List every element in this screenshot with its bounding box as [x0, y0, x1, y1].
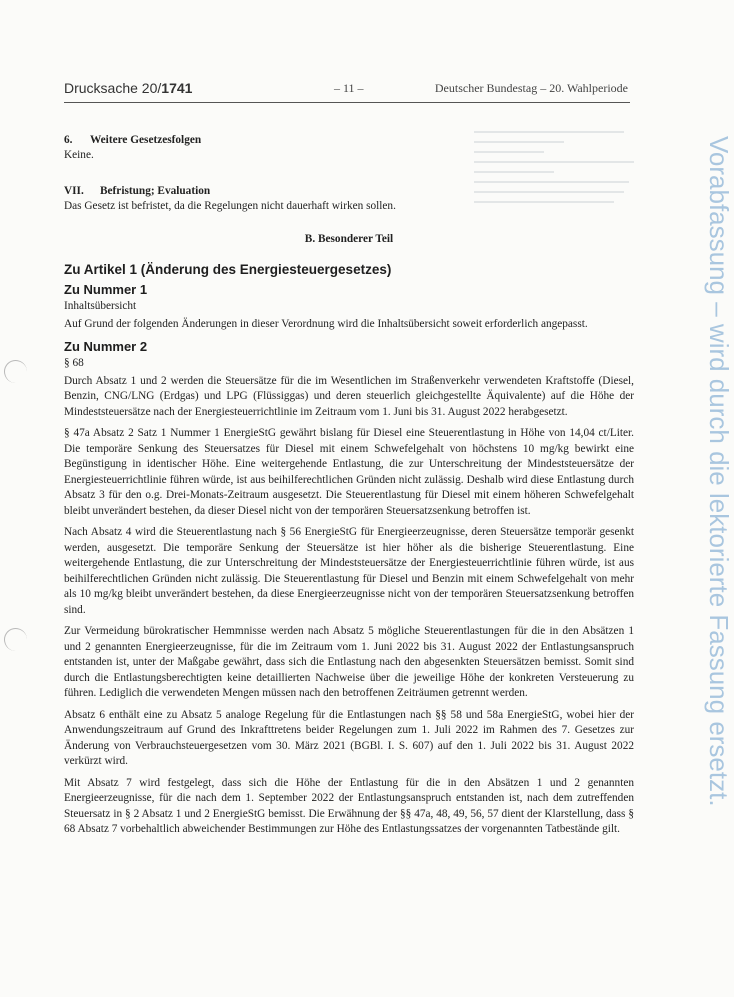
nummer-2-heading: Zu Nummer 2: [64, 339, 148, 354]
punch-hole-mark: [4, 360, 27, 383]
parliament-period: Deutscher Bundestag – 20. Wahlperiode: [434, 81, 628, 95]
section-7-title: Befristung; Evaluation: [100, 184, 211, 197]
paragraph: Durch Absatz 1 und 2 werden die Steuersätze für die im Wesentlichen im Straßenverkehr verwendeten Kraftstoffe (Diesel, Benzin, CNG/LNG (Erdgas) und LPG (Flüssiggas) und deren steuerlich gleichgestellte Äquivalente) auf die Höhe der Mindeststeuersätze nach der Energiesteuerrichtlinie im Zeitraum vom 1. Juni bis 31. August 2022 herabgesetzt.: [64, 374, 634, 418]
document-label: Drucksache 20/: [64, 80, 162, 96]
section-7-number: VII.: [64, 184, 84, 197]
nummer-1-subheading: Inhaltsübersicht: [64, 300, 137, 312]
section-6-title: Weitere Gesetzesfolgen: [90, 134, 202, 146]
section-7-heading: [64, 185, 634, 197]
nummer-1-text: Auf Grund der folgenden Änderungen in dieser Verordnung wird die Inhaltsübersicht soweit erforderlich angepasst.: [64, 317, 588, 330]
paragraph: Mit Absatz 7 wird festgelegt, dass sich die Höhe der Entlastung für die in den Absätzen 1 und 2 genannten Energieerzeugnisse, für die nach dem 1. September 2022 der Entlastungsanspruch entstanden ist, nach dem zutreffenden Steuersatz in § 2 Absatz 1 und 2 EnergieStG bemisst. Die Erwähnung der §§ 47a, 48, 49, 56, 57 dient der Klarstellung, dass § 68 Absatz 7 vorbehaltlich abweichender Bestimmungen zur Höhe des Entlastungssatzes der vorgenannten Tatbestände gilt.: [64, 776, 634, 835]
section-6-text: Keine.: [64, 149, 94, 161]
draft-watermark: Vorabfassung – wird durch die lektorierte Fassung ersetzt.: [704, 136, 734, 807]
artikel-1-heading: Zu Artikel 1 (Änderung des Energiesteuergesetzes): [64, 262, 392, 277]
punch-hole-mark: [4, 628, 27, 651]
besonderer-teil-heading: B. Besonderer Teil: [304, 233, 394, 245]
page-header: [64, 80, 630, 103]
paragraph: Nach Absatz 4 wird die Steuerentlastung nach § 56 EnergieStG für Energieerzeugnisse, deren Steuersätze temporär gesenkt werden, ausgesetzt. Die temporäre Senkung der Steuersätze ist hier höher als die bisherige Steuerentlastung. Eine weitergehende Entlastung, die zur Unterschreitung der Mindeststeuersätze der Energiesteuerrichtlinie führen würde, ist aus beihilferechtlichen Gründen nicht zulässig. Die Steuerentlastung für Diesel und Benzin mit einem Schwefelgehalt von mehr als 10 mg/kg bleibt unverändert bestehen, da diese Energieerzeugnisse nicht von der temporären Steuersatzsenkung betroffen sind.: [64, 526, 634, 616]
section-6-heading: [64, 134, 634, 146]
document-number-value: 1741: [161, 80, 193, 96]
paragraph: § 47a Absatz 2 Satz 1 Nummer 1 EnergieStG gewährt bislang für Diesel eine Steuerentlastung in Höhe von 14,04 ct/Liter. Die temporäre Senkung des Steuersatzes für Diesel mit einem Schwefelgehalt von höchstens 10 mg/kg bewirkt eine Begünstigung in identischer Höhe. Eine weitergehende Entlastung, die zur Unterschreitung der Mindeststeuersätze der Energiesteuerrichtlinie führen würde, ist aus beihilferechtlichen Gründen nicht zulässig. Deshalb wird diese Entlastung durch Absatz 3 für den o.g. Drei-Monats-Zeitraum ausgesetzt. Die Steuerentlastung für Diesel mit einem höheren Schwefelgehalt bleibt unverändert bestehen, da dieser Diesel nicht von der temporären Steuersatzsenkung betroffen ist.: [64, 427, 634, 517]
document-body: [64, 134, 634, 844]
paragraph: Absatz 6 enthält eine zu Absatz 5 analoge Regelung für die Entlastungen nach §§ 58 und 58a EnergieStG, wobei hier der Anwendungszeitraum auf Grund des Inkrafttretens beider Regelungen zum 1. Juli 2022 im Rahmen des 7. Gesetzes zur Änderung von Verbrauchsteuergesetzen vom 30. März 2021 (BGBl. I. S. 607) auf den 1. Juli 2022 bis 31. August 2022 verkürzt wird.: [64, 708, 634, 767]
document-number: [64, 80, 192, 96]
section-6-number: 6.: [64, 134, 73, 146]
section-7-text: Das Gesetz ist befristet, da die Regelungen nicht dauerhaft wirken sollen.: [64, 199, 396, 212]
nummer-1-heading: Zu Nummer 1: [64, 282, 148, 297]
paragraph: Zur Vermeidung bürokratischer Hemmnisse werden nach Absatz 5 mögliche Steuerentlastungen für die in den Absätzen 1 und 2 genannten Energieerzeugnisse, für die im Zeitraum vom 1. Juni 2022 bis 31. August 2022 der Entlastungsanspruch entstanden ist, unter der Maßgabe gewährt, dass sich die Entlastung nach den abgesenkten Steuersätzen bemisst. Somit sind durch die Entlastungsberechtigten keine detaillierten Nachweise über die jeweilige Höhe der konkreten Versteuerung zu führen. Lediglich die verwendeten Mengen müssen nach den betroffenen Zeiträumen getrennt werden.: [64, 625, 634, 699]
nummer-2-subheading: § 68: [64, 357, 84, 369]
page-number: – 11 –: [334, 81, 364, 95]
